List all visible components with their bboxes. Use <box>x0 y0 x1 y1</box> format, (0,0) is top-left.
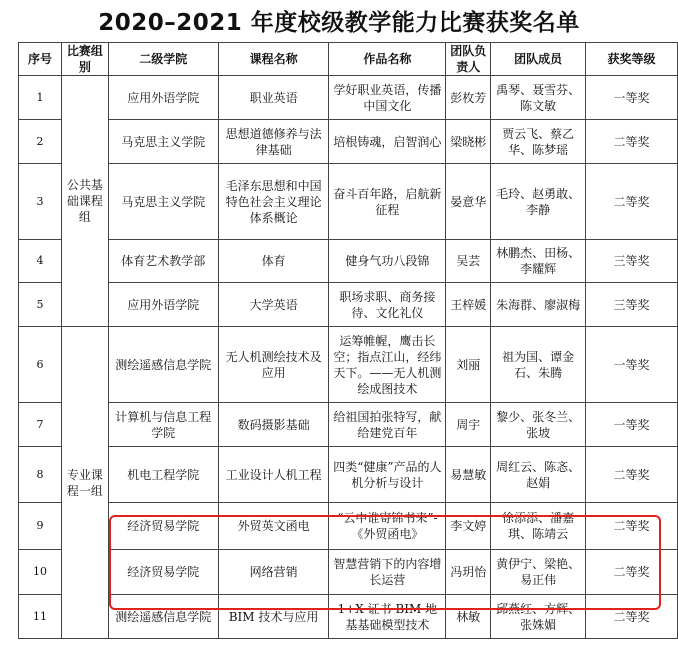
table-row <box>19 550 678 595</box>
row-number: 6 <box>19 327 62 403</box>
course-cell: 外贸英文函电 <box>218 503 329 550</box>
course-cell: 职业英语 <box>218 76 329 120</box>
college-cell: 测绘遥感信息学院 <box>108 595 218 639</box>
table-row <box>19 120 678 164</box>
group-cell: 专业课程一组 <box>61 327 108 639</box>
table-row <box>19 447 678 503</box>
table-row <box>19 76 678 120</box>
members-cell: 祖为国、谭金石、朱腾 <box>491 327 586 403</box>
course-cell: 大学英语 <box>218 283 329 327</box>
header-cell: 团队负责人 <box>446 43 491 76</box>
group-cell: 公共基础课程组 <box>61 76 108 327</box>
members-cell: 林鹏杰、田杨、李耀辉 <box>491 240 586 283</box>
award-cell: 三等奖 <box>586 240 678 283</box>
table-row <box>19 595 678 639</box>
college-cell: 体育艺术教学部 <box>108 240 218 283</box>
row-number: 10 <box>19 550 62 595</box>
table-row <box>19 164 678 240</box>
work-cell: 智慧营销下的内容增长运营 <box>329 550 446 595</box>
leader-cell: 刘丽 <box>446 327 491 403</box>
course-cell: 无人机测绘技术及应用 <box>218 327 329 403</box>
award-cell: 二等奖 <box>586 595 678 639</box>
work-cell: 奋斗百年路，启航新征程 <box>329 164 446 240</box>
members-cell: 朱海群、廖淑梅 <box>491 283 586 327</box>
work-cell: 培根铸魂，启智润心 <box>329 120 446 164</box>
row-number: 4 <box>19 240 62 283</box>
award-cell: 二等奖 <box>586 120 678 164</box>
leader-cell: 梁晓彬 <box>446 120 491 164</box>
award-cell: 一等奖 <box>586 76 678 120</box>
header-cell: 团队成员 <box>491 43 586 76</box>
members-cell: 周红云、陈忞、赵娟 <box>491 447 586 503</box>
work-cell: 四类“健康”产品的人机分析与设计 <box>329 447 446 503</box>
award-cell: 二等奖 <box>586 503 678 550</box>
award-table <box>18 42 678 639</box>
header-cell: 获奖等级 <box>586 43 678 76</box>
table-row <box>19 403 678 447</box>
course-cell: 思想道德修养与法律基础 <box>218 120 329 164</box>
award-cell: 二等奖 <box>586 164 678 240</box>
course-cell: 工业设计人机工程 <box>218 447 329 503</box>
header-cell: 二级学院 <box>108 43 218 76</box>
work-cell: 给祖国拍张特写，献给建党百年 <box>329 403 446 447</box>
members-cell: 徐添添、潘嘉琪、陈靖云 <box>491 503 586 550</box>
college-cell: 经济贸易学院 <box>108 550 218 595</box>
members-cell: 邱燕红、方辉、张姝媚 <box>491 595 586 639</box>
table-row <box>19 327 678 403</box>
college-cell: 马克思主义学院 <box>108 164 218 240</box>
work-cell: 学好职业英语，传播中国文化 <box>329 76 446 120</box>
row-number: 5 <box>19 283 62 327</box>
table-row <box>19 503 678 550</box>
members-cell: 黄伊宁、梁艳、易正伟 <box>491 550 586 595</box>
row-number: 1 <box>19 76 62 120</box>
course-cell: BIM 技术与应用 <box>218 595 329 639</box>
members-cell: 禹琴、聂雪芬、陈文敏 <box>491 76 586 120</box>
row-number: 7 <box>19 403 62 447</box>
course-cell: 体育 <box>218 240 329 283</box>
table-row <box>19 240 678 283</box>
page-title: 2020–2021 年度校级教学能力比赛获奖名单 <box>98 10 580 36</box>
college-cell: 马克思主义学院 <box>108 120 218 164</box>
award-cell: 二等奖 <box>586 550 678 595</box>
leader-cell: 王梓媛 <box>446 283 491 327</box>
members-cell: 黎少、张冬兰、张坡 <box>491 403 586 447</box>
work-cell: “云中谁寄锦书来”-《外贸函电》 <box>329 503 446 550</box>
leader-cell: 吴芸 <box>446 240 491 283</box>
work-cell: 1+X 证书 BIM 地基基础模型技术 <box>329 595 446 639</box>
leader-cell: 林敏 <box>446 595 491 639</box>
course-cell: 毛泽东思想和中国特色社会主义理论体系概论 <box>218 164 329 240</box>
table-row <box>19 283 678 327</box>
college-cell: 计算机与信息工程学院 <box>108 403 218 447</box>
row-number: 2 <box>19 120 62 164</box>
work-cell: 运筹帷幄，鹰击长空；指点江山，经纬天下。——无人机测绘成图技术 <box>329 327 446 403</box>
leader-cell: 冯玥怡 <box>446 550 491 595</box>
header-cell: 作品名称 <box>329 43 446 76</box>
header-cell: 课程名称 <box>218 43 329 76</box>
header-cell: 序号 <box>19 43 62 76</box>
college-cell: 机电工程学院 <box>108 447 218 503</box>
course-cell: 网络营销 <box>218 550 329 595</box>
header-cell: 比赛组别 <box>61 43 108 76</box>
course-cell: 数码摄影基础 <box>218 403 329 447</box>
college-cell: 测绘遥感信息学院 <box>108 327 218 403</box>
college-cell: 经济贸易学院 <box>108 503 218 550</box>
row-number: 3 <box>19 164 62 240</box>
award-cell: 三等奖 <box>586 283 678 327</box>
row-number: 11 <box>19 595 62 639</box>
award-cell: 一等奖 <box>586 403 678 447</box>
leader-cell: 彭枚芳 <box>446 76 491 120</box>
leader-cell: 晏意华 <box>446 164 491 240</box>
college-cell: 应用外语学院 <box>108 283 218 327</box>
award-cell: 一等奖 <box>586 327 678 403</box>
work-cell: 健身气功八段锦 <box>329 240 446 283</box>
header-row <box>19 43 678 76</box>
leader-cell: 易慧敏 <box>446 447 491 503</box>
members-cell: 贾云飞、蔡乙华、陈梦瑶 <box>491 120 586 164</box>
row-number: 8 <box>19 447 62 503</box>
award-cell: 二等奖 <box>586 447 678 503</box>
row-number: 9 <box>19 503 62 550</box>
leader-cell: 周宇 <box>446 403 491 447</box>
work-cell: 职场求职、商务接待、文化礼仪 <box>329 283 446 327</box>
leader-cell: 李文婷 <box>446 503 491 550</box>
members-cell: 毛玲、赵勇敢、李静 <box>491 164 586 240</box>
college-cell: 应用外语学院 <box>108 76 218 120</box>
